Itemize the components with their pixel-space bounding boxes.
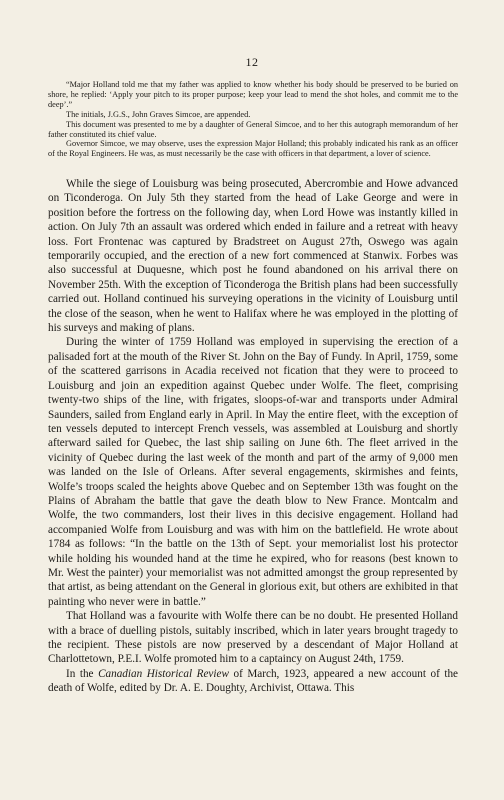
body-text	[48, 177, 458, 696]
journal-title: Canadian Historical Review	[98, 667, 229, 680]
body-paragraph: During the winter of 1759 Holland was employed in supervising the erection of a palisaded fort at the mouth of the River St. John on the Bay of Fundy. In April, 1759, some of the scattered garrisons in Acadia received not fication that they were to proceed to Louisburg and join an expedition against Quebec under Wolfe. The fleet, comprising twenty-two ships of the line, with frigates, sloops-of-war and transports under Admiral Saunders, sailed from England early in April. In May the entire fleet, with the exception of ten vessels deputed to intercept French vessels, was assembled at Louisburg and shortly afterward sailed for Quebec, the last ship sailing on June 6th. The fleet arrived in the vicinity of Quebec during the last week of the month and part of the army of 9,000 men was landed on the Isle of Orleans. After several engagements, skirmishes and feints, Wolfe’s troops scaled the heights above Quebec and on September 13th was fought on the Plains of Abraham the battle that gave the death blow to New France. Montcalm and Wolfe, the two commanders, lost their lives in this decisive engagement. Holland had accompanied Wolfe from Louisburg and was with him on the battlefield. He wrote about 1784 as follows: “In the battle on the 13th of Sept. your memorialist lost his protector while holding his wounded hand at the time he expired, who for reasons (best known to Mr. West the painter) your memorialist was not admitted amongst the group represented by that artist, as being attendant on the General in glorious exit, but others are exhibited in that painting who never were in battle.”	[48, 336, 458, 608]
footnote-paragraph: The initials, J.G.S., John Graves Simcoe, are appended.	[66, 109, 251, 119]
body-paragraph: That Holland was a favourite with Wolfe there can be no doubt. He presented Holland with a brace of duelling pistols, suitably inscribed, which in later years brought tragedy to the recipient. These pistols are now preserved by a descendant of Major Holland at Charlottetown, P.E.I. Wolfe promoted him to a captaincy on August 24th, 1759.	[48, 610, 458, 666]
text-run: In the	[66, 667, 99, 680]
footnote-paragraph: Governor Simcoe, we may observe, uses the expression Major Holland; this probably indicated his rank as an officer of the Royal Engineers. He was, as must necessarily be the case with officers in that department, a lover of science.	[48, 139, 458, 159]
body-paragraph: While the siege of Louisburg was being prosecuted, Abercrombie and Howe advanced on Ticonderoga. On July 5th they started from the head of Lake George and were in position before the fortress on the following day, when Lord Howe was instantly killed in action. On July 7th an assault was ordered which ended in failure and a retreat with heavy loss. Fort Frontenac was captured by Bradstreet on August 27th, Oswego was again temporarily occupied, and the erection of a new fort commenced at Stanwix. Forbes was also successful at Duquesne, which post he found abandoned on his arrival there on November 25th. With the exception of Ticonderoga the British plans had been successfully carried out. Holland continued his surveying operations in the vicinity of Louisburg until the close of the season, when he went to Halifax where he was employed in the plotting of his surveys and making of plans.	[48, 178, 458, 335]
footnote-paragraph: This document was presented to me by a daughter of General Simcoe, and to her this autograph memorandum of her father constituted its chief value.	[48, 119, 458, 139]
body-paragraph-last	[48, 667, 458, 696]
footnotes-block	[48, 80, 458, 159]
text-run: of March, 1923, appeared a new account of the death of Wolfe, edited by Dr. A. E. Doughty, Archivist, Ottawa. This	[48, 667, 458, 695]
page-number: 12	[245, 55, 259, 69]
footnote-paragraph: “Major Holland told me that my father was applied to know whether his body should be preserved to be buried on shore, he replied: ‘Apply your pitch to its proper purpose; keep your lead to mend the shot holes, and commit me to the deep’.”	[48, 80, 458, 109]
